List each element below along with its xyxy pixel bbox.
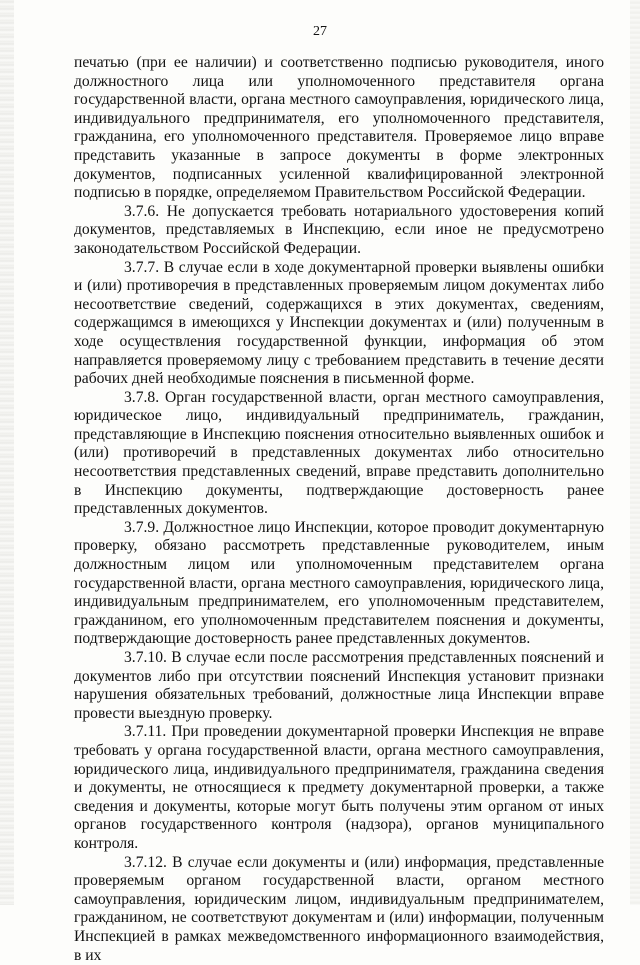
page-number: 27 [313, 24, 327, 39]
paragraph-3-7-6: 3.7.6. Не допускается требовать нотариального удостоверения копий документов, представляемых в Инспекцию, если иное не предусмотрено законодательством Российской Федерации. [74, 202, 604, 257]
paragraph-3-7-11: 3.7.11. При проведении документарной проверки Инспекция не вправе требовать у органа государственной власти, органа местного самоуправления, юридического лица, индивидуального предпринимателя, гражданина сведения и документы, не относящиеся к предмету документарной проверки, а также сведения и документы, которые могут быть получены этим органом от иных органов государственного контроля (надзора), органов муниципального контроля. [74, 723, 604, 852]
scan-edge-left [0, 0, 14, 905]
document-body [74, 54, 604, 965]
paragraph-continuation: печатью (при ее наличии) и соответственно подписью руководителя, иного должностного лица или уполномоченного представителя органа государственной власти, органа местного самоуправления, юридического лица, индивидуального предпринимателя, его уполномоченного представителя, гражданина, его уполномоченного представителя. Проверяемое лицо вправе представить указанные в запросе документы в форме электронных документов, подписанных усиленной квалифицированной электронной подписью в порядке, определяемом Правительством Российской Федерации. [74, 54, 604, 202]
paragraph-3-7-7: 3.7.7. В случае если в ходе документарной проверки выявлены ошибки и (или) противоречия в представленных проверяемым лицом документах либо несоответствие сведений, содержащихся в этих документах, сведениям, содержащимся в имеющихся у Инспекции документах и (или) полученным в ходе осуществления государственной функции, информация об этом направляется проверяемому лицу с требованием представить в течение десяти рабочих дней необходимые пояснения в письменной форме. [74, 258, 604, 388]
paragraph-3-7-9: 3.7.9. Должностное лицо Инспекции, которое проводит документарную проверку, обязано рассмотреть представленные руководителем, иным должностным лицом или уполномоченным представителем органа государственной власти, органа местного самоуправления, юридического лица, индивидуальным предпринимателем, его уполномоченным представителем, гражданином, его уполномоченным представителем пояснения и документы, подтверждающие достоверность ранее представленных документов. [74, 518, 604, 648]
paragraph-3-7-10: 3.7.10. В случае если после рассмотрения представленных пояснений и документов либо при отсутствии пояснений Инспекция установит признаки нарушения обязательных требований, должностные лица Инспекции вправе провести выездную проверку. [74, 649, 604, 722]
paragraph-3-7-12: 3.7.12. В случае если документы и (или) информация, представленные проверяемым органом государственной власти, органом местного самоуправления, юридическим лицом, индивидуальным предпринимателем, гражданином, не соответствуют документам и (или) информации, полученным Инспекцией в рамках межведомственного информационного взаимодействия, в их [74, 853, 604, 964]
scan-edge-right [630, 0, 640, 905]
paragraph-3-7-8: 3.7.8. Орган государственной власти, орган местного самоуправления, юридическое лицо, индивидуальный предприниматель, гражданин, представляющие в Инспекцию пояснения относительно выявленных ошибок и (или) противоречий в представленных документах либо относительно несоответствия представленных сведений, вправе представить дополнительно в Инспекцию документы, подтверждающие достоверность ранее представленных документов. [74, 388, 604, 518]
